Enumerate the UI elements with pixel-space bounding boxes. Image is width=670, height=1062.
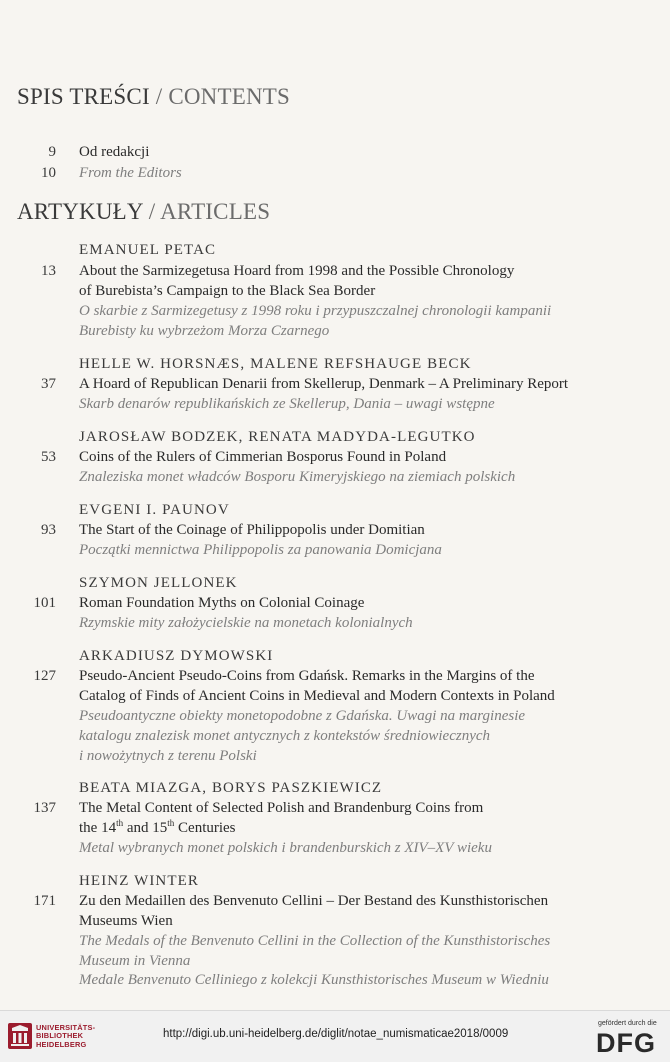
article-title: of Burebista’s Campaign to the Black Sea Border <box>79 283 376 299</box>
author-names: BEATA MIAZGA, BORYS PASZKIEWICZ <box>79 780 383 796</box>
logo-column <box>24 1033 27 1043</box>
article-title: The Metal Content of Selected Polish and Brandenburg Coins from <box>79 800 484 816</box>
library-name-line: BIBLIOTHEK <box>36 1031 84 1041</box>
author-names: HEINZ WINTER <box>79 873 199 889</box>
article-translation: The Medals of the Benvenuto Cellini in the Collection of the Kunsthistorisches <box>79 933 551 949</box>
dfg-logo: DFG <box>596 1028 656 1058</box>
articles-heading-en: ARTICLES <box>160 199 271 224</box>
page-number: 127 <box>33 668 56 684</box>
article-title: About the Sarmizegetusa Hoard from 1998 and the Possible Chronology <box>79 263 515 279</box>
article-translation: i nowożytnych z terenu Polski <box>79 748 257 764</box>
article-title <box>79 818 236 838</box>
page-number: 137 <box>33 800 56 816</box>
author-names: EVGENI I. PAUNOV <box>79 502 230 518</box>
logo-column <box>13 1033 16 1043</box>
page-number: 101 <box>33 595 56 611</box>
article-title: A Hoard of Republican Denarii from Skellerup, Denmark – A Preliminary Report <box>79 376 569 392</box>
article-translation: Znaleziska monet władców Bosporu Kimeryjskiego na ziemiach polskich <box>79 469 516 485</box>
contents-heading <box>17 84 290 110</box>
heading-separator: / <box>142 199 161 224</box>
article-title: Roman Foundation Myths on Colonial Coinage <box>79 595 365 611</box>
author-names: SZYMON JELLONEK <box>79 575 238 591</box>
funding-label: gefördert durch die <box>598 1020 657 1027</box>
digitization-footer <box>0 1010 670 1062</box>
library-name <box>36 1024 95 1049</box>
article-title: Museums Wien <box>79 913 173 929</box>
contents-heading-en: CONTENTS <box>168 84 291 109</box>
contents-heading-pl: SPIS TREŚCI <box>17 84 150 109</box>
library-name-line: UNIVERSITÄTS- <box>36 1023 96 1032</box>
logo-column <box>19 1033 22 1043</box>
page-number: 93 <box>41 522 56 538</box>
ordinal-suffix: th <box>167 818 175 828</box>
article-translation: Pseudoantyczne obiekty monetopodobne z Gdańska. Uwagi na marginesie <box>79 708 526 724</box>
title-part: and 15 <box>123 820 168 836</box>
entry-title: From the Editors <box>79 165 182 181</box>
article-translation: O skarbie z Sarmizegetusy z 1998 roku i przypuszczalnej chronologii kampanii <box>79 303 552 319</box>
page-number: 53 <box>41 449 56 465</box>
article-translation: Burebisty ku wybrzeżom Morza Czarnego <box>79 323 330 339</box>
university-library-logo-icon <box>8 1023 32 1049</box>
article-translation: Metal wybranych monet polskich i brandenburskich z XIV–XV wieku <box>79 840 492 856</box>
author-names: EMANUEL PETAC <box>79 242 217 258</box>
articles-heading-pl: ARTYKUŁY <box>17 199 143 224</box>
article-translation: katalogu znalezisk monet antycznych z kontekstów średniowiecznych <box>79 728 491 744</box>
article-translation: Skarb denarów republikańskich ze Skellerup, Dania – uwagi wstępne <box>79 396 495 412</box>
author-names: JAROSŁAW BODZEK, RENATA MADYDA-LEGUTKO <box>79 429 476 445</box>
article-translation: Początki mennictwa Philippopolis za panowania Domicjana <box>79 542 442 558</box>
article-translation: Rzymskie mity założycielskie na monetach kolonialnych <box>79 615 413 631</box>
page-number: 13 <box>41 263 56 279</box>
page-number: 171 <box>33 893 56 909</box>
ordinal-suffix: th <box>116 818 124 828</box>
page-number: 9 <box>48 144 56 160</box>
title-part: the 14 <box>79 820 117 836</box>
article-title: Catalog of Finds of Ancient Coins in Medieval and Modern Contexts in Poland <box>79 688 555 704</box>
author-names: HELLE W. HORSNÆS, MALENE REFSHAUGE BECK <box>79 356 472 372</box>
library-name-line: HEIDELBERG <box>36 1039 87 1049</box>
article-title: The Start of the Coinage of Philippopolis under Domitian <box>79 522 425 538</box>
logo-base <box>11 1044 29 1046</box>
title-part: Centuries <box>174 820 236 836</box>
article-title: Coins of the Rulers of Cimmerian Bosporus Found in Poland <box>79 449 447 465</box>
page-number: 37 <box>41 376 56 392</box>
author-names: ARKADIUSZ DYMOWSKI <box>79 648 274 664</box>
permalink-url[interactable]: http://digi.ub.uni-heidelberg.de/diglit/notae_numismaticae2018/0009 <box>163 1028 509 1040</box>
article-translation: Museum in Vienna <box>79 953 191 969</box>
page-number: 10 <box>41 165 56 181</box>
article-title: Zu den Medaillen des Benvenuto Cellini – Der Bestand des Kunsthistorischen <box>79 893 549 909</box>
heading-separator: / <box>149 84 169 109</box>
article-title: Pseudo-Ancient Pseudo-Coins from Gdańsk. Remarks in the Margins of the <box>79 668 535 684</box>
articles-heading <box>17 199 270 225</box>
article-translation: Medale Benvenuto Celliniego z kolekcji Kunsthistorisches Museum w Wiedniu <box>79 972 549 988</box>
entry-title: Od redakcji <box>79 144 150 160</box>
